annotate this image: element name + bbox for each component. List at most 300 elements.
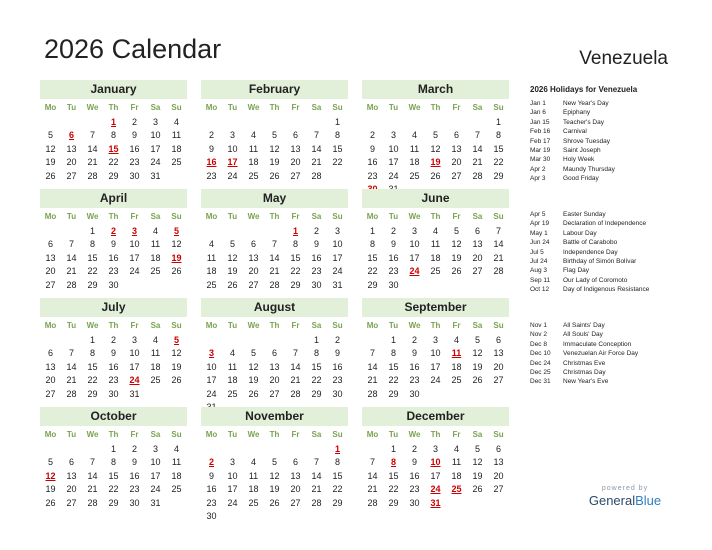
day-cell: 3: [229, 457, 235, 468]
day-cell: 12: [451, 239, 462, 250]
day-cell: 29: [332, 497, 343, 508]
holiday-day-cell: 16: [206, 157, 217, 168]
day-cell: 1: [110, 443, 116, 454]
week-row: [362, 129, 509, 143]
day-cell: 30: [409, 388, 420, 399]
weekday-label: Su: [493, 430, 504, 439]
holiday-row: [530, 118, 615, 127]
day-cell: 16: [409, 470, 420, 481]
day-cell: 19: [248, 375, 259, 386]
day-cell: 25: [248, 170, 259, 181]
day-cell: 18: [227, 375, 238, 386]
day-cell: 20: [45, 375, 56, 386]
holiday-name: Saint Joseph: [563, 146, 601, 154]
holiday-name: Declaration of Independence: [563, 220, 647, 228]
day-cell: 12: [171, 239, 182, 250]
month-header: October: [40, 407, 187, 426]
day-cell: 10: [430, 348, 441, 359]
day-cell: 24: [388, 170, 399, 181]
day-cell: 3: [131, 334, 137, 345]
day-cell: 23: [311, 266, 322, 277]
day-cell: 30: [129, 497, 140, 508]
holiday-row: [530, 266, 649, 275]
weekday-label: Th: [430, 103, 441, 112]
day-cell: 2: [369, 130, 375, 141]
day-cell: 22: [87, 266, 98, 277]
holiday-date: Jul 24: [530, 257, 548, 265]
day-cell: 11: [171, 457, 182, 468]
day-cell: 26: [472, 375, 483, 386]
day-cell: 20: [66, 484, 77, 495]
day-cell: 12: [45, 143, 56, 154]
weekday-label: Th: [108, 103, 119, 112]
holiday-day-cell: 24: [409, 266, 420, 277]
day-cell: 26: [227, 279, 238, 290]
weekday-label: Tu: [66, 103, 77, 112]
day-cell: 27: [493, 375, 504, 386]
day-cell: 11: [150, 239, 161, 250]
day-cell: 5: [474, 443, 480, 454]
holiday-date: Jun 24: [530, 239, 550, 247]
day-cell: 3: [432, 443, 438, 454]
day-cell: 6: [495, 334, 501, 345]
day-cell: 19: [45, 157, 56, 168]
holiday-name: Flag Day: [563, 267, 590, 275]
day-cell: 28: [367, 388, 378, 399]
day-cell: 20: [45, 266, 56, 277]
day-cell: 29: [367, 279, 378, 290]
day-cell: 1: [334, 116, 340, 127]
holiday-row: [530, 155, 615, 164]
day-cell: 30: [311, 279, 322, 290]
week-row: [201, 456, 348, 470]
day-cell: 21: [66, 375, 77, 386]
holiday-row: [530, 238, 649, 247]
week-row: [362, 456, 509, 470]
month-header: September: [362, 298, 509, 317]
day-cell: 22: [108, 157, 119, 168]
day-cell: 9: [110, 348, 116, 359]
day-cell: 25: [171, 157, 182, 168]
holiday-row: [530, 368, 638, 377]
day-cell: 20: [248, 266, 259, 277]
day-cell: 30: [409, 497, 420, 508]
day-cell: 9: [390, 239, 396, 250]
week-row: [201, 374, 348, 388]
day-cell: 28: [367, 497, 378, 508]
day-cell: 22: [388, 484, 399, 495]
day-cell: 24: [227, 497, 238, 508]
day-cell: 13: [66, 143, 77, 154]
holiday-day-cell: 5: [173, 334, 179, 345]
day-cell: 4: [453, 443, 459, 454]
day-cell: 14: [367, 470, 378, 481]
holiday-day-cell: 2: [208, 457, 214, 468]
weekday-label: Fr: [291, 321, 300, 330]
week-row: [201, 115, 348, 129]
holiday-row: [530, 257, 649, 266]
day-cell: 4: [208, 239, 214, 250]
holiday-date: Apr 2: [530, 165, 546, 173]
holiday-date: Dec 31: [530, 378, 551, 386]
week-row: [40, 360, 187, 374]
day-cell: 18: [430, 252, 441, 263]
day-cell: 12: [171, 348, 182, 359]
day-cell: 31: [150, 497, 161, 508]
weekday-label: Mo: [44, 321, 57, 330]
day-cell: 30: [108, 279, 119, 290]
week-row: [362, 469, 509, 483]
week-row: [362, 483, 509, 497]
day-cell: 14: [472, 143, 483, 154]
day-cell: 29: [311, 388, 322, 399]
month-header: August: [201, 298, 348, 317]
month-november: [201, 407, 348, 523]
day-cell: 8: [334, 130, 340, 141]
day-cell: 25: [248, 497, 259, 508]
weekday-label: Th: [430, 430, 441, 439]
day-cell: 16: [129, 470, 140, 481]
month-march: [362, 80, 509, 196]
day-cell: 9: [110, 239, 116, 250]
day-cell: 20: [451, 157, 462, 168]
weekday-label: We: [86, 103, 99, 112]
weekday-label: Sa: [311, 103, 322, 112]
month-february: [201, 80, 348, 183]
week-row: [362, 156, 509, 170]
holiday-name: Birthday of Simón Bolívar: [563, 257, 637, 265]
day-cell: 3: [152, 443, 158, 454]
holiday-date: Jan 6: [530, 109, 546, 117]
holiday-date: Dec 8: [530, 340, 547, 348]
day-cell: 25: [451, 375, 462, 386]
weekday-header-row: [40, 100, 187, 115]
day-cell: 5: [432, 130, 438, 141]
month-header: March: [362, 80, 509, 99]
day-cell: 12: [269, 470, 280, 481]
day-cell: 29: [388, 497, 399, 508]
day-cell: 20: [493, 470, 504, 481]
day-cell: 12: [430, 143, 441, 154]
holiday-day-cell: 12: [45, 470, 56, 481]
day-cell: 19: [269, 157, 280, 168]
day-cell: 28: [66, 279, 77, 290]
day-cell: 29: [388, 388, 399, 399]
day-cell: 7: [369, 348, 375, 359]
day-cell: 23: [388, 266, 399, 277]
day-cell: 3: [334, 225, 340, 236]
day-cell: 13: [493, 348, 504, 359]
holiday-name: Teacher's Day: [563, 118, 604, 126]
day-cell: 26: [171, 375, 182, 386]
holiday-name: Immaculate Conception: [563, 340, 632, 348]
day-cell: 16: [311, 252, 322, 263]
week-row: [362, 442, 509, 456]
day-cell: 12: [227, 252, 238, 263]
week-row: [201, 129, 348, 143]
weekday-header-row: [201, 100, 348, 115]
weekday-label: Su: [171, 103, 182, 112]
day-cell: 30: [332, 388, 343, 399]
day-cell: 1: [369, 225, 375, 236]
holiday-name: Labour Day: [563, 229, 597, 237]
day-cell: 7: [68, 239, 74, 250]
day-cell: 19: [451, 252, 462, 263]
holiday-date: Nov 1: [530, 322, 547, 329]
weekday-label: Tu: [66, 212, 77, 221]
day-cell: 13: [45, 361, 56, 372]
day-cell: 25: [171, 484, 182, 495]
day-cell: 16: [206, 484, 217, 495]
day-cell: 13: [248, 252, 259, 263]
weekday-label: Su: [493, 321, 504, 330]
weekday-label: Th: [108, 321, 119, 330]
week-row: [362, 360, 509, 374]
day-cell: 13: [290, 470, 301, 481]
day-cell: 21: [493, 252, 504, 263]
day-cell: 8: [89, 348, 95, 359]
day-cell: 23: [108, 266, 119, 277]
day-cell: 15: [332, 143, 343, 154]
week-row: [362, 265, 509, 279]
day-cell: 2: [131, 116, 137, 127]
week-row: [40, 374, 187, 388]
day-cell: 6: [68, 457, 74, 468]
holiday-day-cell: 10: [430, 457, 441, 468]
holiday-row: [530, 174, 615, 183]
day-cell: 7: [292, 348, 298, 359]
day-cell: 22: [367, 266, 378, 277]
day-cell: 29: [108, 170, 119, 181]
holiday-day-cell: 1: [292, 225, 298, 236]
holiday-date: Jul 5: [530, 248, 544, 256]
day-cell: 17: [206, 375, 217, 386]
weekday-label: Th: [269, 321, 280, 330]
day-cell: 13: [451, 143, 462, 154]
day-cell: 26: [45, 170, 56, 181]
weekday-label: Sa: [472, 430, 483, 439]
month-header: June: [362, 189, 509, 208]
day-cell: 10: [129, 239, 140, 250]
weekday-label: Sa: [472, 103, 483, 112]
holiday-date: Nov 2: [530, 331, 547, 339]
weekday-label: Tu: [388, 430, 399, 439]
day-cell: 16: [129, 143, 140, 154]
day-cell: 8: [89, 239, 95, 250]
day-cell: 29: [493, 170, 504, 181]
day-cell: 7: [369, 457, 375, 468]
day-cell: 21: [367, 375, 378, 386]
day-cell: 10: [227, 143, 238, 154]
day-cell: 18: [171, 470, 182, 481]
holiday-day-cell: 5: [173, 225, 179, 236]
week-row: [362, 333, 509, 347]
week-row: [40, 265, 187, 279]
weekday-label: We: [408, 321, 421, 330]
month-header: July: [40, 298, 187, 317]
weekday-label: Mo: [205, 212, 218, 221]
day-cell: 8: [390, 348, 396, 359]
day-cell: 19: [45, 484, 56, 495]
weekday-label: Fr: [130, 430, 139, 439]
day-cell: 14: [87, 143, 98, 154]
day-cell: 4: [173, 443, 179, 454]
page-title: 2026 Calendar: [44, 34, 222, 64]
holiday-name: Holy Week: [563, 156, 595, 164]
day-cell: 4: [173, 116, 179, 127]
day-cell: 11: [430, 239, 441, 250]
week-row: [40, 224, 187, 238]
day-cell: 4: [152, 334, 158, 345]
holiday-day-cell: 24: [129, 375, 140, 386]
holiday-day-cell: 31: [430, 497, 441, 508]
holiday-date: Feb 16: [530, 128, 551, 136]
weekday-label: Tu: [66, 321, 77, 330]
day-cell: 5: [47, 130, 53, 141]
week-row: [40, 456, 187, 470]
day-cell: 18: [451, 470, 462, 481]
weekday-label: Mo: [44, 103, 57, 112]
day-cell: 2: [411, 334, 417, 345]
day-cell: 20: [269, 375, 280, 386]
holiday-row: [530, 276, 649, 285]
day-cell: 14: [269, 252, 280, 263]
weekday-label: Tu: [388, 103, 399, 112]
weekday-label: Th: [108, 212, 119, 221]
day-cell: 7: [474, 130, 480, 141]
week-row: [362, 238, 509, 252]
holiday-name: Christmas Eve: [563, 359, 606, 367]
day-cell: 5: [271, 130, 277, 141]
holiday-day-cell: 3: [131, 225, 137, 236]
holiday-date: Dec 25: [530, 368, 551, 376]
holiday-row: [530, 321, 638, 330]
day-cell: 9: [131, 130, 137, 141]
day-cell: 5: [453, 225, 459, 236]
day-cell: 15: [388, 361, 399, 372]
day-cell: 25: [430, 266, 441, 277]
month-may: [201, 189, 348, 292]
holiday-row: [530, 137, 615, 146]
day-cell: 13: [493, 457, 504, 468]
day-cell: 1: [89, 334, 95, 345]
day-cell: 12: [472, 457, 483, 468]
brand-name: [588, 493, 662, 508]
week-row: [40, 483, 187, 497]
holiday-day-cell: 11: [451, 348, 462, 359]
weekday-label: Su: [171, 212, 182, 221]
holiday-row: [530, 285, 649, 294]
weekday-label: Th: [269, 212, 280, 221]
day-cell: 6: [47, 348, 53, 359]
day-cell: 14: [311, 470, 322, 481]
holiday-name: New Year's Eve: [563, 378, 609, 386]
holiday-name: Good Friday: [563, 175, 599, 183]
holiday-date: Jan 15: [530, 118, 550, 126]
holiday-date: Jan 1: [530, 100, 546, 107]
weekday-label: Mo: [205, 103, 218, 112]
day-cell: 11: [451, 457, 462, 468]
holiday-date: Feb 17: [530, 137, 551, 145]
day-cell: 14: [311, 143, 322, 154]
holiday-day-cell: 2: [110, 225, 116, 236]
week-row: [201, 347, 348, 361]
day-cell: 27: [269, 388, 280, 399]
holiday-date: Apr 19: [530, 220, 550, 228]
day-cell: 14: [367, 361, 378, 372]
day-cell: 5: [250, 348, 256, 359]
day-cell: 17: [409, 252, 420, 263]
holiday-name: Carnival: [563, 128, 587, 136]
weekday-label: Mo: [366, 212, 379, 221]
day-cell: 25: [150, 375, 161, 386]
day-cell: 21: [472, 157, 483, 168]
day-cell: 8: [495, 130, 501, 141]
holiday-name: Shrove Tuesday: [563, 137, 610, 145]
weekday-label: Tu: [66, 430, 77, 439]
day-cell: 4: [453, 334, 459, 345]
day-cell: 17: [129, 361, 140, 372]
week-row: [201, 496, 348, 510]
day-cell: 28: [87, 170, 98, 181]
day-cell: 12: [269, 143, 280, 154]
month-header: December: [362, 407, 509, 426]
week-row: [362, 374, 509, 388]
day-cell: 13: [66, 470, 77, 481]
day-cell: 8: [313, 348, 319, 359]
day-cell: 27: [493, 484, 504, 495]
weekday-label: Fr: [291, 430, 300, 439]
day-cell: 17: [430, 470, 441, 481]
day-cell: 16: [332, 361, 343, 372]
weekday-label: Su: [332, 321, 343, 330]
day-cell: 17: [332, 252, 343, 263]
day-cell: 4: [411, 130, 417, 141]
day-cell: 29: [108, 497, 119, 508]
month-header: April: [40, 189, 187, 208]
day-cell: 15: [367, 252, 378, 263]
holiday-name: Easter Sunday: [563, 211, 606, 218]
weekday-header-row: [362, 209, 509, 224]
month-august: [201, 298, 348, 414]
day-cell: 5: [474, 334, 480, 345]
weekday-label: We: [86, 430, 99, 439]
holiday-row: [530, 210, 649, 219]
weekday-label: Sa: [311, 321, 322, 330]
day-cell: 3: [152, 116, 158, 127]
day-cell: 10: [206, 361, 217, 372]
day-cell: 22: [332, 157, 343, 168]
weekday-label: Sa: [150, 103, 161, 112]
day-cell: 30: [108, 388, 119, 399]
day-cell: 23: [129, 157, 140, 168]
day-cell: 9: [411, 348, 417, 359]
day-cell: 13: [269, 361, 280, 372]
month-june: [362, 189, 509, 292]
day-cell: 15: [388, 470, 399, 481]
day-cell: 13: [290, 143, 301, 154]
day-cell: 17: [150, 470, 161, 481]
holiday-name: Venezuelan Air Force Day: [563, 350, 639, 358]
day-cell: 12: [472, 348, 483, 359]
day-cell: 4: [229, 348, 235, 359]
day-cell: 2: [131, 443, 137, 454]
day-cell: 19: [472, 470, 483, 481]
weekday-label: Su: [171, 321, 182, 330]
week-row: [201, 387, 348, 401]
holiday-date: Oct 12: [530, 286, 550, 294]
month-header: January: [40, 80, 187, 99]
